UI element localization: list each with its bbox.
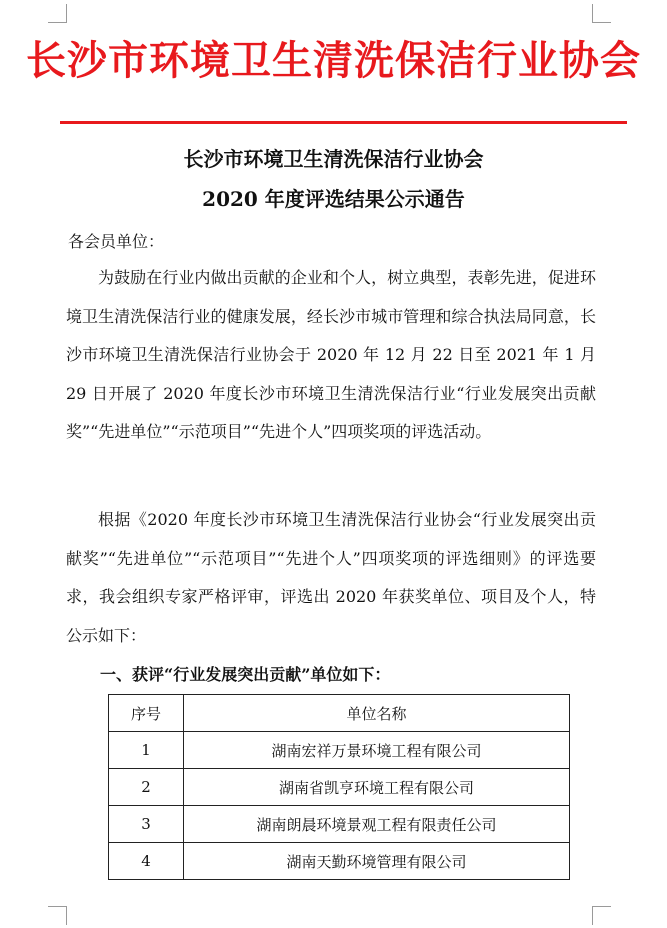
- table-header-row: [109, 695, 570, 732]
- document-title-line1: 长沙市环境卫生清洗保洁行业协会: [183, 147, 484, 171]
- results-table: [108, 694, 570, 880]
- section-heading: 一、获评“行业发展突出贡献”单位如下：: [100, 665, 391, 684]
- row-name: 湖南朗晨环境景观工程有限责任公司: [184, 806, 570, 843]
- table-row: [109, 732, 570, 769]
- paragraph-intro: 为鼓励在行业内做出贡献的企业和个人，树立典型，表彰先进，促进环境卫生清洗保洁行业的健康发展，经长沙市城市管理和综合执法局同意，长沙市环境卫生清洗保洁行业协会于 2020 年 12 月 22 日至 2021 年 1 月 29 日开展了 2020 年度长沙市环境卫生清洗保洁行业“行业发展突出贡献奖”“先进单位”“示范项目”“先进个人”四项奖项的评选活动。: [66, 268, 596, 441]
- row-no: 4: [109, 843, 184, 880]
- crop-mark-bottom-right: [592, 906, 611, 925]
- table-row: [109, 843, 570, 880]
- document-title-line2: 2020 年度评选结果公示通告: [202, 187, 465, 211]
- salutation: 各会员单位：: [68, 232, 165, 251]
- table-row: [109, 806, 570, 843]
- row-name: 湖南天勤环境管理有限公司: [184, 843, 570, 880]
- paragraph-basis: 根据《2020 年度长沙市环境卫生清洗保洁行业协会“行业发展突出贡献奖”“先进单位”“示范项目”“先进个人”四项奖项的评选细则》的评选要求，我会组织专家严格评审，评选出 2020 年获奖单位、项目及个人，特公示如下：: [66, 510, 596, 645]
- row-no: 3: [109, 806, 184, 843]
- header-name: 单位名称: [184, 695, 570, 732]
- row-no: 2: [109, 769, 184, 806]
- crop-mark-bottom-left: [48, 906, 67, 925]
- row-name: 湖南省凯亨环境工程有限公司: [184, 769, 570, 806]
- table-row: [109, 769, 570, 806]
- crop-mark-top-right: [592, 4, 611, 23]
- header-no: 序号: [109, 695, 184, 732]
- crop-mark-top-left: [48, 4, 67, 23]
- row-no: 1: [109, 732, 184, 769]
- masthead: 长沙市环境卫生清洗保洁行业协会: [26, 38, 641, 84]
- row-name: 湖南宏祥万景环境工程有限公司: [184, 732, 570, 769]
- masthead-rule: [60, 121, 627, 124]
